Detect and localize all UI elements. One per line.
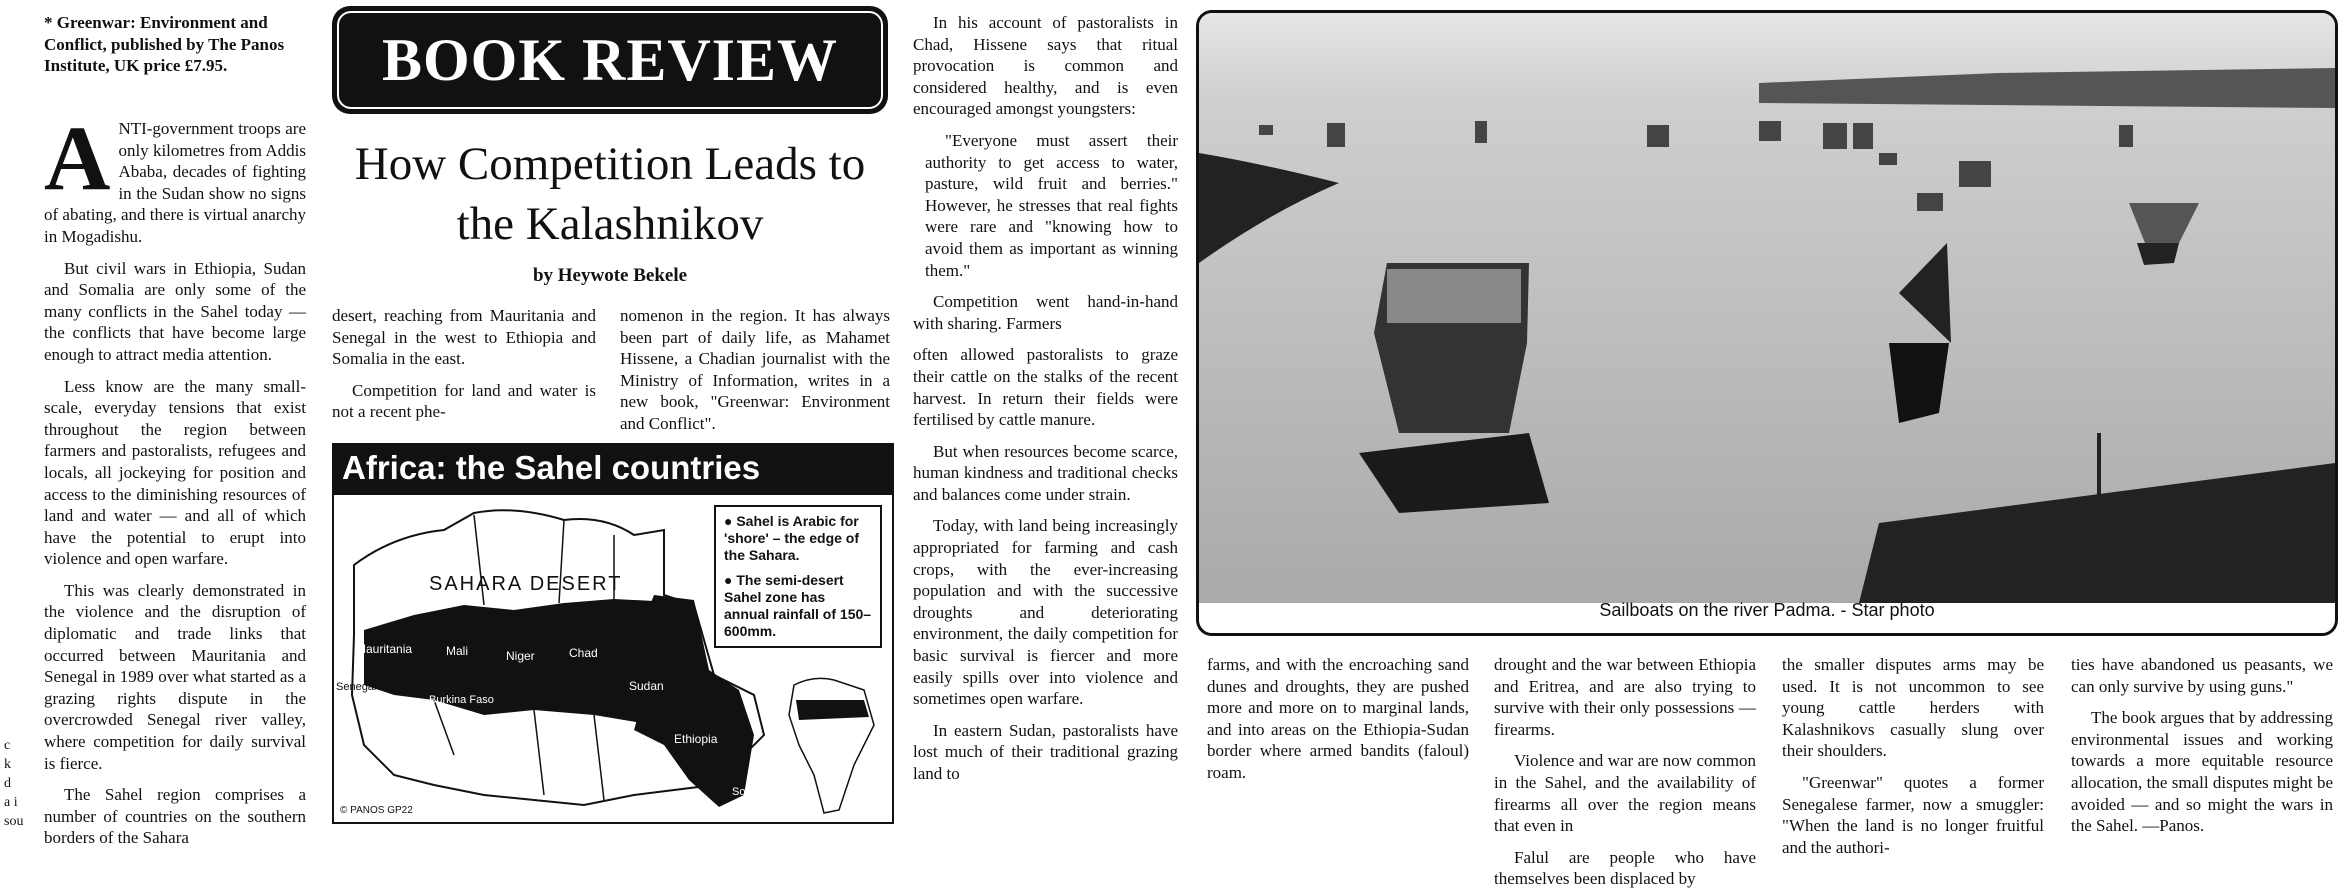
pull-quote: "Everyone must assert their authority to get access to water, pasture, wild fruit and berries." However, he stresses that real fights were rare and "knowing how to avoid them as important as winning them.": [925, 130, 1178, 280]
inset-africa: [789, 678, 874, 813]
article-column-6: the smaller disputes arms may be used. It is not uncommon to see young cattle herders with Kalashnikovs casually slung over their shoulders. "Greenwar" quotes a former Senegalese farmer, now a smuggler: "When the land is no longer fruitful and the authori-: [1782, 655, 2044, 857]
sahel-map: [332, 493, 894, 824]
label-sudan: Sudan: [629, 679, 664, 693]
label-chad: Chad: [569, 646, 598, 660]
article-column-1: [44, 107, 306, 849]
drop-cap: A: [44, 107, 111, 209]
footnote: * Greenwar: Environment and Conflict, published by The Panos Institute, UK price £7.95.: [44, 13, 285, 76]
article-column-2a: desert, reaching from Mauritania and Senegal in the west to Ethiopia and Somalia in the east. Competition for land and water is not a recent phe-: [332, 306, 596, 422]
map-note: ● Sahel is Arabic for 'shore' – the edge of the Sahara.: [724, 513, 860, 563]
desert-label: SAHARA DESERT: [429, 573, 623, 595]
label-senegal: Senegal: [336, 681, 377, 693]
headline: How Competition Leads to the Kalashnikov: [354, 138, 866, 250]
inset-sahel: [796, 700, 869, 720]
paragraph: This was clearly demonstrated in the violence and the disruption of diplomatic and trade links that occurred between Mauritania and Senegal in 1989 over what started as a grazing rights dispute in the overcrowded Senegal river valley, where competition for daily survival is fierce.: [44, 580, 306, 773]
byline: by Heywote Bekele: [532, 265, 688, 286]
paragraph: Less know are the many small-scale, everyday tensions that exist throughout the region between farmers and pastoralists, refugees and locals, all jockeying for position and access to the diminishing resources of land and water — and all of which have the potential to erupt into violence and open warfare.: [44, 376, 306, 569]
label-mali: Mali: [446, 644, 469, 658]
paragraph: But civil wars in Ethiopia, Sudan and Somalia are only some of the many conflicts in the Sahel today — the conflicts that have become large enough to attract media attention.: [44, 258, 306, 364]
sailboat-right-hull: [2137, 243, 2179, 265]
photo-caption: Sailboats on the river Padma. - Star photo: [1599, 600, 1935, 620]
label-ethiopia: Ethiopia: [674, 732, 718, 746]
label-niger: Niger: [506, 649, 535, 663]
map-title: Africa: the Sahel countries: [332, 443, 894, 493]
paragraph: The Sahel region comprises a number of countries on the southern borders of the Sahara: [44, 785, 306, 848]
article-column-5: drought and the war between Ethiopia and Eritrea, and are also trying to survive with their only possessions —firearms. Violence and war are now common in the Sahel, and the availability of firearms all over the region means that even in Falul are people who have themselves been displaced by: [1494, 655, 1756, 889]
label-mauritania: Mauritania: [356, 642, 413, 656]
article-column-4: farms, and with the encroaching sand dunes and droughts, they are pushed more and more on to marginal lands, and into areas on the Ethiopia-Sudan border where armed bandits (faloul) roam.: [1207, 655, 1469, 782]
article-column-2b: nomenon in the region. It has always been part of daily life, as Mahamet Hissene, a Chadian journalist with the Ministry of Information, writes in a new book, "Greenwar: Environment and Conflict".: [620, 306, 890, 433]
map-note: ● The semi-desert Sahel zone has annual rainfall of 150–600mm.: [724, 572, 872, 639]
sailboats-photo: [1199, 13, 2335, 603]
map-notes: [714, 505, 882, 648]
label-burkina-faso: Burkina Faso: [429, 694, 494, 706]
edge-fragments: c k d a i sou: [4, 738, 24, 829]
article-column-3: In his account of pastoralists in Chad, Hissene says that ritual provocation is common and considered healthy, and is even encouraged amongst youngsters: "Everyone must assert their authority to get access to water, pasture, wild fruit and berries." However, he stresses that real fights were rare and "knowing how to avoid them as important as winning them." Competition went hand-in-hand with sharing. Farmers often allowed pastoralists to graze their cattle on the stalks of the recent harvest. In return their fields were fertilised by cattle manure. But when resources become scarce, human kindness and traditional checks and balances come under strain. Today, with land being increasingly appropriated for farming and cash crops, with the ever-increasing population and with the successive droughts and deteriorating environment, the daily competition for basic survival is fiercer and more easily spills over into violence and sometimes open warfare. In eastern Sudan, pastoralists have lost much of their traditional grazing land to: [913, 13, 1178, 783]
banner-title: BOOK REVIEW: [337, 11, 883, 109]
lead-paragraph: NTI-government troops are only kilometres from Addis Ababa, decades of fighting in the Sudan show no signs of abating, and there is virtual anarchy in Mogadishu.: [44, 119, 306, 246]
label-somalia: Somalia: [732, 786, 772, 798]
article-column-7: ties have abandoned us peasants, we can only survive by using guns." The book argues that by addressing environmental issues and working towards a more equitable resource allocation, the small disputes might be avoided — and so might the wars in the Sahel. —Panos.: [2071, 655, 2333, 836]
book-review-banner: [332, 6, 888, 114]
map-credit: © PANOS GP22: [340, 805, 413, 816]
photo: [1196, 10, 2338, 636]
